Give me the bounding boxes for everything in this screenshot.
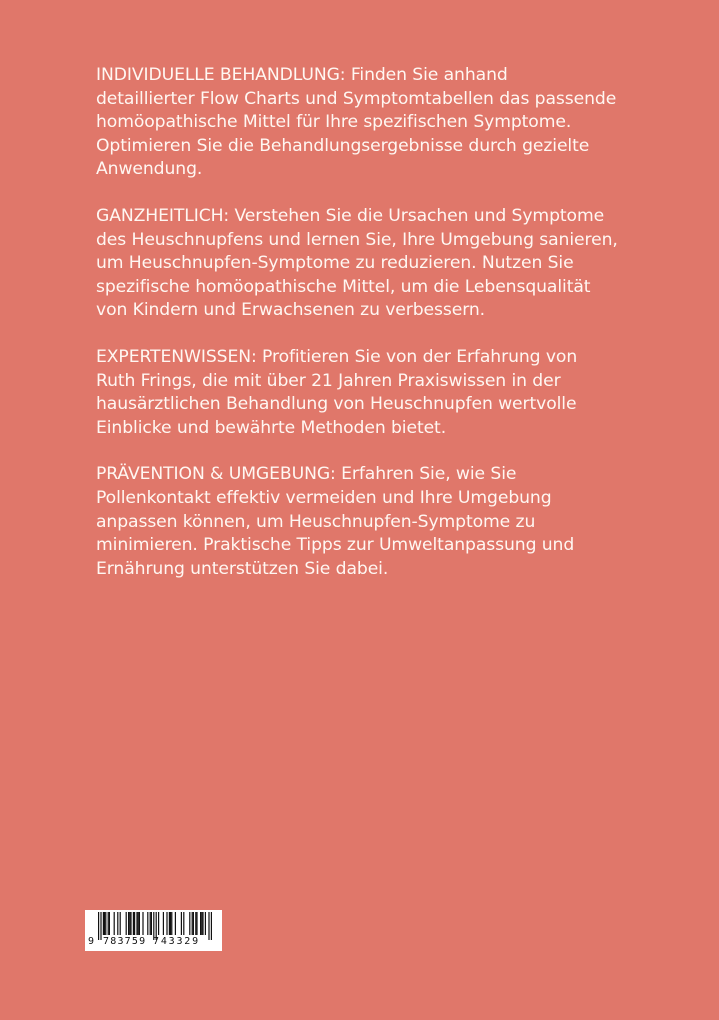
barcode-digits (85, 935, 222, 949)
barcode-left-group: 783759 (103, 936, 147, 947)
paragraph-ganzheitlich (96, 205, 696, 323)
text-line: EXPERTENWISSEN: Profitieren Sie von der Erfahrung von (96, 346, 578, 367)
barcode-bar (151, 912, 152, 935)
text-line: homöopathische Mittel für Ihre spezifischen Symptome. (96, 112, 572, 133)
text-line: minimieren. Praktische Tipps zur Umweltanpassung und (96, 535, 575, 556)
text-line: spezifische homöopathische Mittel, um die Lebensqualität (96, 276, 591, 297)
text-line: Einblicke und bewährte Methoden bietet. (96, 417, 447, 438)
barcode-bar (205, 912, 206, 935)
barcode-bar (103, 912, 104, 935)
barcode-bar (170, 912, 171, 935)
text-line: hausärztlichen Behandlung von Heuschnupfen wertvolle (96, 394, 577, 415)
text-line: detaillierter Flow Charts und Symptomtabellen das passende (96, 88, 617, 109)
barcode-bar (120, 912, 121, 935)
text-line: Optimieren Sie die Behandlungsergebnisse durch gezielte (96, 135, 590, 156)
barcode-first-digit: 9 (88, 936, 95, 947)
barcode-bar (150, 912, 151, 935)
barcode-bar (195, 912, 196, 935)
text-line: anpassen können, um Heuschnupfen-Symptome zu (96, 511, 536, 532)
barcode-bar (126, 912, 127, 935)
text-line: Pollenkontakt effektiv vermeiden und Ihre Umgebung (96, 487, 552, 508)
barcode-bar (105, 912, 106, 935)
text-line: Ernährung unterstützen Sie dabei. (96, 558, 389, 579)
barcode-bar (134, 912, 135, 935)
barcode-bar (200, 912, 201, 935)
barcode-bar (133, 912, 134, 935)
barcode-bar (104, 912, 105, 935)
text-line: des Heuschnupfens und lernen Sie, Ihre Umgebung sanieren, (96, 229, 618, 250)
barcode-bar (142, 912, 143, 935)
text-line: PRÄVENTION & UMGEBUNG: Erfahren Sie, wie Sie (96, 464, 517, 485)
barcode-bar (163, 912, 164, 935)
barcode-bar (193, 912, 194, 935)
barcode-bar (166, 912, 167, 935)
text-line: INDIVIDUELLE BEHANDLUNG: Finden Sie anhand (96, 65, 508, 85)
text-line: um Heuschnupfen-Symptome zu reduzieren. Nutzen Sie (96, 253, 574, 274)
barcode-bar (129, 912, 130, 935)
paragraph-expertenwissen (96, 346, 696, 440)
barcode-bar (139, 912, 140, 935)
barcode-bar (175, 912, 176, 935)
barcode-right-group: 743329 (153, 936, 200, 947)
barcode-bar (117, 912, 118, 935)
barcode-bar (108, 912, 109, 935)
text-line: Anwendung. (96, 159, 203, 180)
paragraph-individuelle-behandlung (96, 64, 696, 182)
barcode-bar (169, 912, 170, 935)
isbn-barcode (85, 910, 222, 951)
text-line: Ruth Frings, die mit über 21 Jahren Praxiswissen in der (96, 370, 561, 391)
barcode-bar (192, 912, 193, 935)
paragraph-praevention-umgebung (96, 463, 696, 581)
barcode-bar (128, 912, 129, 935)
barcode-bar (181, 912, 182, 935)
barcode-bar (136, 912, 137, 935)
barcode-bar (196, 912, 197, 935)
barcode-bar (202, 912, 203, 935)
back-cover-text (96, 64, 696, 604)
barcode-bar (171, 912, 172, 935)
barcode-bar (147, 912, 148, 935)
barcode-bar (114, 912, 115, 935)
text-line: GANZHEITLICH: Verstehen Sie die Ursachen und Symptome (96, 205, 605, 226)
barcode-bar (189, 912, 190, 935)
barcode-bar (109, 912, 110, 935)
text-line: von Kindern und Erwachsenen zu verbessern. (96, 300, 486, 321)
barcode-bar (138, 912, 139, 935)
barcode-bar (183, 912, 184, 935)
barcode-bar (130, 912, 131, 935)
barcode-bar (201, 912, 202, 935)
barcode-bar (158, 912, 159, 935)
